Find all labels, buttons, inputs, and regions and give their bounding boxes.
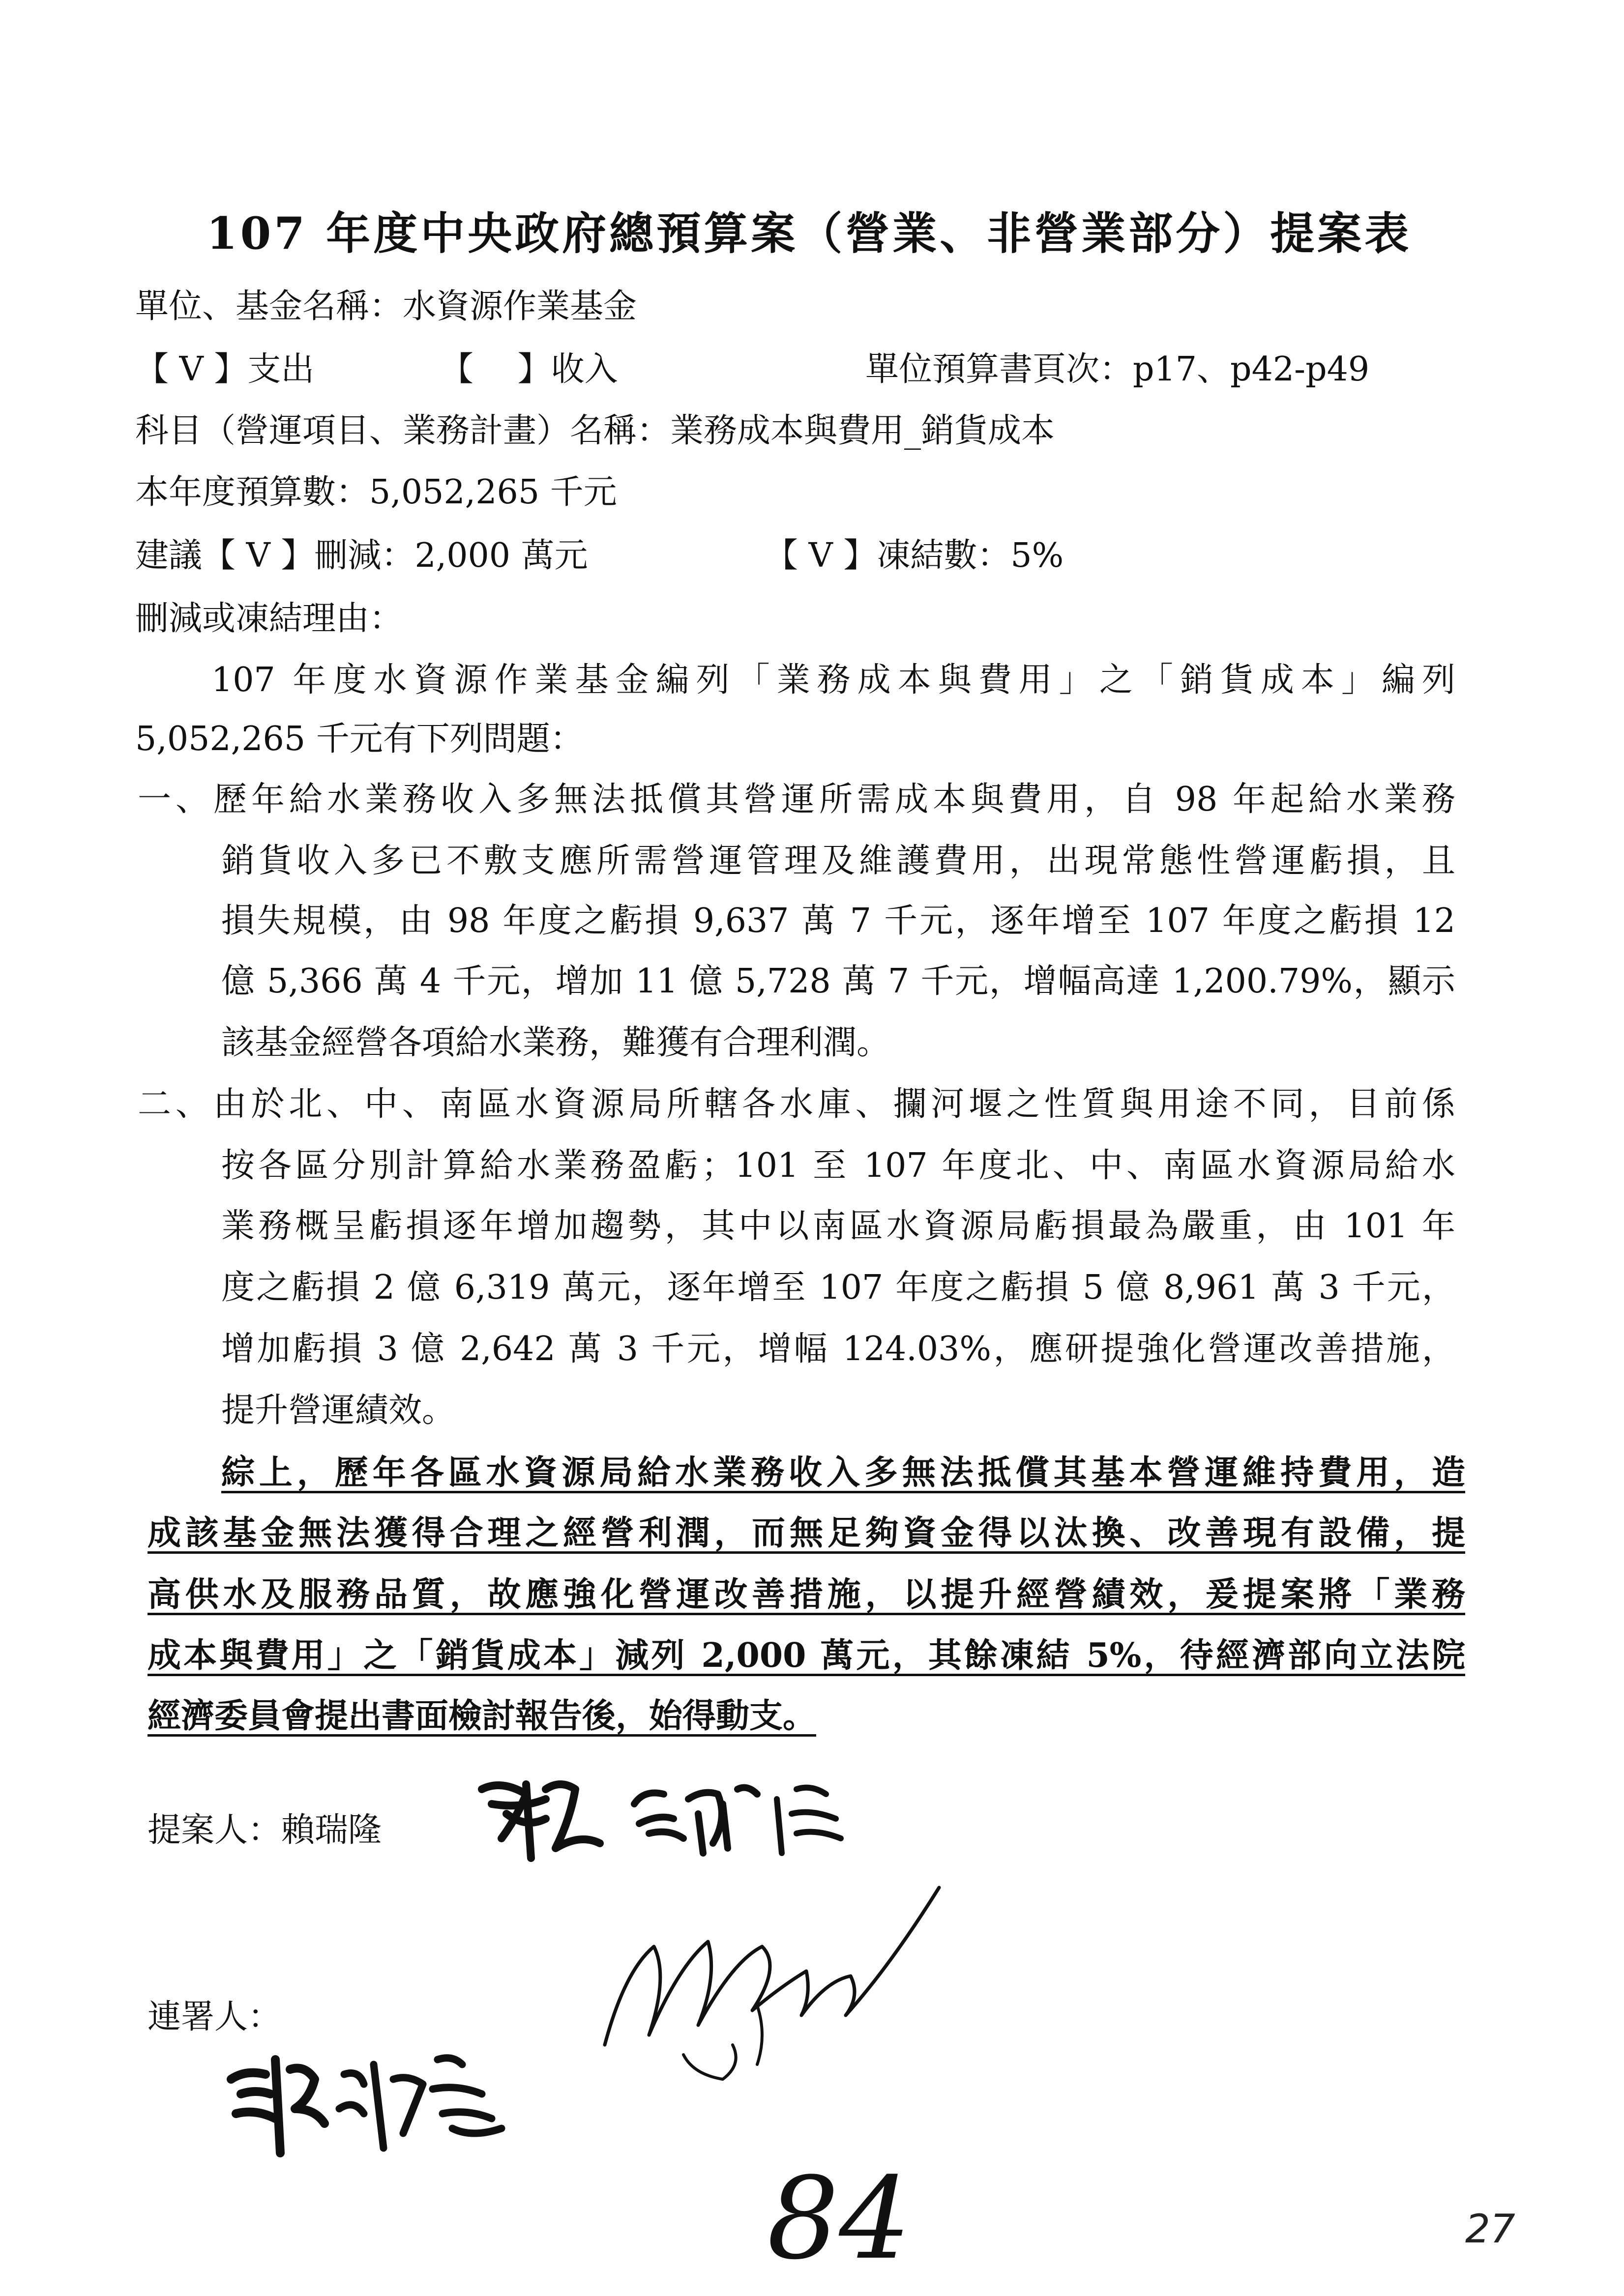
item2-line: 業務概呈虧損逐年增加趨勢，其中以南區水資源局虧損最為嚴重，由 101 年 (221, 1207, 1455, 1246)
document-title: 107 年度中央政府總預算案（營業、非營業部分）提案表 (207, 207, 1412, 260)
corner-page-mark: 27 (1465, 2206, 1515, 2252)
summary-line: 高供水及服務品質，故應強化營運改善措施，以提升經營績效，爰提案將「業務 (148, 1575, 1465, 1614)
subject-name: 科目（營運項目、業務計畫）名稱：業務成本與費用_銷貨成本 (135, 411, 1055, 450)
cosigners-label: 連署人： (148, 1998, 282, 2036)
item2-line: 按各區分別計算給水業務盈虧；101 至 107 年度北、中、南區水資源局給水 (221, 1146, 1455, 1185)
item1-line: 億 5,366 萬 4 千元，增加 11 億 5,728 萬 7 千元，增幅高達 1,200.79%，顯示 (221, 962, 1455, 1001)
cosigner-signature-2 (595, 1848, 988, 2114)
item1-line: 損失規模，由 98 年度之虧損 9,637 萬 7 千元，逐年增至 107 年度之虧損 12 (221, 901, 1455, 940)
checkbox-income: 【 】收入 (440, 350, 618, 389)
budget-amount: 本年度預算數：5,052,265 千元 (135, 473, 617, 512)
summary-line: 經濟委員會提出書面檢討報告後，始得動支。 (148, 1696, 817, 1736)
item1-line: 銷貨收入多已不敷支應所需營運管理及維護費用，出現常態性營運虧損，且 (221, 842, 1455, 880)
unit-fund-name: 單位、基金名稱：水資源作業基金 (135, 287, 637, 326)
freeze-amount: 【 V 】凍結數：5% (765, 536, 1064, 575)
cosigner-signature-1 (216, 2025, 521, 2173)
intro-line: 107 年度水資源作業基金編列「業務成本與費用」之「銷貨成本」編列 (211, 661, 1455, 699)
handwritten-page-number: 84 (767, 2153, 911, 2285)
item2-line: 提升營運績效。 (221, 1391, 456, 1430)
summary-line: 成該基金無法獲得合理之經營利潤，而無足夠資金得以汰換、改善現有設備，提 (148, 1513, 1465, 1553)
item2-line: 增加虧損 3 億 2,642 萬 3 千元，增幅 124.03%，應研提強化營運改善措施， (221, 1330, 1455, 1368)
summary-line: 綜上，歷年各區水資源局給水業務收入多無法抵償其基本營運維持費用，造 (221, 1453, 1465, 1492)
item1-line: 一、歷年給水業務收入多無法抵償其營運所需成本與費用，自 98 年起給水業務 (138, 780, 1455, 819)
item1-line: 該基金經營各項給水業務，難獲有合理利潤。 (221, 1023, 890, 1062)
checkbox-expense: 【 V 】支出 (135, 350, 315, 389)
summary-line: 成本與費用」之「銷貨成本」減列 2,000 萬元，其餘凍結 5%，待經濟部向立法院 (148, 1636, 1465, 1675)
intro-line: 5,052,265 千元有下列問題： (135, 720, 584, 758)
page-reference: 單位預算書頁次：p17、p42-p49 (865, 350, 1370, 389)
reason-label: 刪減或凍結理由： (135, 599, 403, 638)
item2-line: 二、由於北、中、南區水資源局所轄各水庫、攔河堰之性質與用途不同，目前係 (138, 1085, 1455, 1124)
item2-line: 度之虧損 2 億 6,319 萬元，逐年增至 107 年度之虧損 5 億 8,961 萬 3 千元， (221, 1268, 1455, 1307)
proposer-label: 提案人：賴瑞隆 (148, 1811, 382, 1850)
suggested-cut: 建議【 V 】刪減：2,000 萬元 (135, 536, 588, 575)
